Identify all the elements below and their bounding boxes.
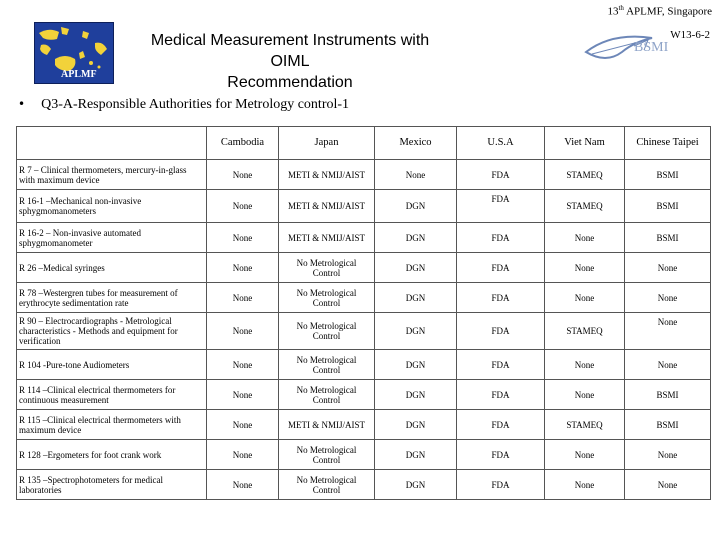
recommendation-cell: R 128 –Ergometers for foot crank work (17, 440, 207, 470)
recommendation-cell: R 115 –Clinical electrical thermometers with maximum device (17, 410, 207, 440)
aplmf-logo-text: APLMF (61, 69, 97, 80)
authority-cell: FDA (457, 440, 545, 470)
authorities-table (16, 126, 711, 500)
authority-cell: DGN (375, 283, 457, 313)
authority-cell: None (625, 470, 711, 500)
authority-cell: BSMI (625, 190, 711, 223)
event-ordinal: 13 (607, 5, 619, 18)
authority-cell: FDA (457, 253, 545, 283)
authority-cell: None (207, 223, 279, 253)
authority-cell: DGN (375, 350, 457, 380)
authority-cell: No Metrological Control (279, 470, 375, 500)
authority-cell: METI & NMIJ/AIST (279, 190, 375, 223)
authority-cell: None (625, 440, 711, 470)
authority-cell: BSMI (625, 160, 711, 190)
authority-cell: No Metrological Control (279, 350, 375, 380)
document-code: W13-6-2 (670, 29, 710, 41)
authority-cell: No Metrological Control (279, 313, 375, 350)
table-row (17, 253, 711, 283)
authority-cell: None (625, 283, 711, 313)
authority-cell: None (545, 380, 625, 410)
authority-cell: DGN (375, 470, 457, 500)
recommendation-cell: R 78 –Westergren tubes for measurement of erythrocyte sedimentation rate (17, 283, 207, 313)
authority-cell: FDA (457, 190, 545, 223)
event-label (607, 4, 712, 18)
bsmi-logo (582, 30, 674, 74)
section-heading (18, 97, 349, 113)
aplmf-logo (34, 22, 114, 84)
recommendation-cell: R 114 –Clinical electrical thermometers for continuous measurement (17, 380, 207, 410)
table-row (17, 283, 711, 313)
header-cell-chinese-taipei: Chinese Taipei (625, 127, 711, 160)
authority-cell: None (545, 223, 625, 253)
authority-cell: METI & NMIJ/AIST (279, 160, 375, 190)
authority-cell: None (545, 350, 625, 380)
authority-cell: STAMEQ (545, 313, 625, 350)
header-cell-vietnam: Viet Nam (545, 127, 625, 160)
authority-cell: BSMI (625, 223, 711, 253)
authority-cell: FDA (457, 313, 545, 350)
recommendation-cell: R 104 -Pure-tone Audiometers (17, 350, 207, 380)
event-ordinal-suffix: th (618, 4, 624, 12)
recommendation-cell: R 7 – Clinical thermometers, mercury-in-glass with maximum device (17, 160, 207, 190)
table-header-row (17, 127, 711, 160)
authority-cell: METI & NMIJ/AIST (279, 410, 375, 440)
table-row (17, 410, 711, 440)
authority-cell: None (207, 283, 279, 313)
authority-cell: DGN (375, 253, 457, 283)
table-row (17, 350, 711, 380)
table-row (17, 160, 711, 190)
authority-cell: DGN (375, 440, 457, 470)
authority-cell: None (207, 380, 279, 410)
authority-cell: None (207, 440, 279, 470)
authority-cell: FDA (457, 223, 545, 253)
header-cell-japan: Japan (279, 127, 375, 160)
authority-cell: No Metrological Control (279, 440, 375, 470)
page-title (140, 30, 440, 93)
authority-cell: DGN (375, 190, 457, 223)
bsmi-logo-text: BSMI (634, 40, 669, 55)
authority-cell: None (545, 440, 625, 470)
authority-cell: None (207, 190, 279, 223)
recommendation-cell: R 16-1 –Mechanical non-invasive sphygmomanometers (17, 190, 207, 223)
title-line-2: Recommendation (227, 74, 353, 91)
authority-cell: FDA (457, 350, 545, 380)
authority-cell: No Metrological Control (279, 283, 375, 313)
authority-cell: None (625, 313, 711, 350)
recommendation-cell: R 16-2 – Non-invasive automated sphygmomanometer (17, 223, 207, 253)
authority-cell: None (625, 350, 711, 380)
recommendation-cell: R 26 –Medical syringes (17, 253, 207, 283)
bullet-icon: • (18, 97, 26, 111)
table-row (17, 440, 711, 470)
title-line-1: Medical Measurement Instruments with OIML (150, 32, 430, 70)
authority-cell: METI & NMIJ/AIST (279, 223, 375, 253)
authority-cell: FDA (457, 160, 545, 190)
table-row (17, 380, 711, 410)
authority-cell: FDA (457, 470, 545, 500)
authority-cell: DGN (375, 410, 457, 440)
table-row (17, 313, 711, 350)
authority-cell: STAMEQ (545, 160, 625, 190)
authority-cell: BSMI (625, 380, 711, 410)
authority-cell: FDA (457, 283, 545, 313)
authority-cell: FDA (457, 410, 545, 440)
authority-cell: STAMEQ (545, 410, 625, 440)
authority-cell: None (545, 253, 625, 283)
section-heading-text: Q3-A-Responsible Authorities for Metrology control-1 (41, 97, 350, 112)
recommendation-cell: R 90 – Electrocardiographs - Metrological characteristics - Methods and equipment for verification (17, 313, 207, 350)
table-row (17, 190, 711, 223)
table-row (17, 470, 711, 500)
authority-cell: No Metrological Control (279, 380, 375, 410)
header-cell-usa: U.S.A (457, 127, 545, 160)
authority-cell: None (545, 283, 625, 313)
authority-cell: None (207, 313, 279, 350)
header-cell-recommendation (17, 127, 207, 160)
authority-cell: None (375, 160, 457, 190)
header-cell-cambodia: Cambodia (207, 127, 279, 160)
authority-cell: None (207, 160, 279, 190)
recommendation-cell: R 135 –Spectrophotometers for medical laboratories (17, 470, 207, 500)
table-row (17, 223, 711, 253)
header-cell-mexico: Mexico (375, 127, 457, 160)
authority-cell: STAMEQ (545, 190, 625, 223)
authority-cell: DGN (375, 380, 457, 410)
authority-cell: No Metrological Control (279, 253, 375, 283)
authority-cell: FDA (457, 380, 545, 410)
authority-cell: None (207, 253, 279, 283)
authority-cell: DGN (375, 313, 457, 350)
authority-cell: None (207, 410, 279, 440)
event-name: APLMF, Singapore (626, 5, 712, 18)
authority-cell: BSMI (625, 410, 711, 440)
authority-cell: None (545, 470, 625, 500)
authority-cell: None (625, 253, 711, 283)
authority-cell: None (207, 350, 279, 380)
authority-cell: DGN (375, 223, 457, 253)
authority-cell: None (207, 470, 279, 500)
